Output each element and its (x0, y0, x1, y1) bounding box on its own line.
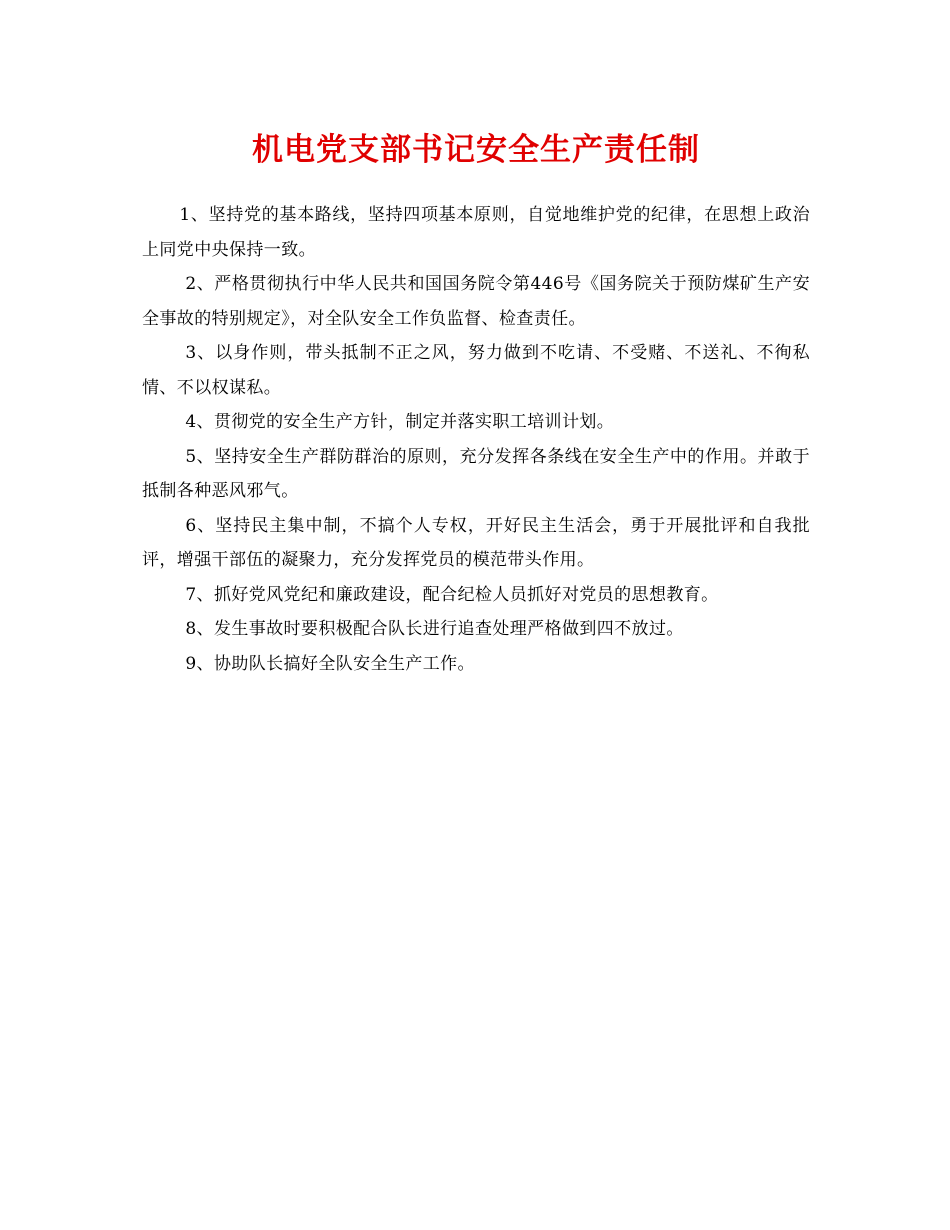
paragraph-3: 3、以身作则，带头抵制不正之风，努力做到不吃请、不受赌、不送礼、不徇私情、不以权谋私。 (142, 343, 810, 398)
document-title: 机电党支部书记安全生产责任制 (252, 132, 700, 168)
paragraph-7: 7、抓好党风党纪和廉政建设，配合纪检人员抓好对党员的思想教育。 (185, 584, 719, 605)
paragraph-5: 5、坚持安全生产群防群治的原则，充分发挥各条线在安全生产中的作用。并敢于抵制各种恶风邪气。 (142, 446, 810, 501)
paragraph-6: 6、坚持民主集中制，不搞个人专权，开好民主生活会，勇于开展批评和自我批评，增强干部伍的凝聚力，充分发挥党员的模范带头作用。 (142, 515, 810, 570)
document-body (142, 198, 810, 681)
paragraph-8: 8、发生事故时要积极配合队长进行追查处理严格做到四不放过。 (185, 619, 684, 639)
paragraph-2: 2、严格贯彻执行中华人民共和国国务院令第446号《国务院关于预防煤矿生产安全事故的特别规定》，对全队安全工作负监督、检查责任。 (142, 274, 810, 329)
paragraph-4: 4、贯彻党的安全生产方针，制定并落实职工培训计划。 (185, 412, 615, 432)
paragraph-9: 9、协助队长搞好全队安全生产工作。 (185, 653, 475, 674)
paragraph-1: 1、坚持党的基本路线，坚持四项基本原则，自觉地维护党的纪律，在思想上政治上同党中央保持一致。 (142, 205, 810, 260)
